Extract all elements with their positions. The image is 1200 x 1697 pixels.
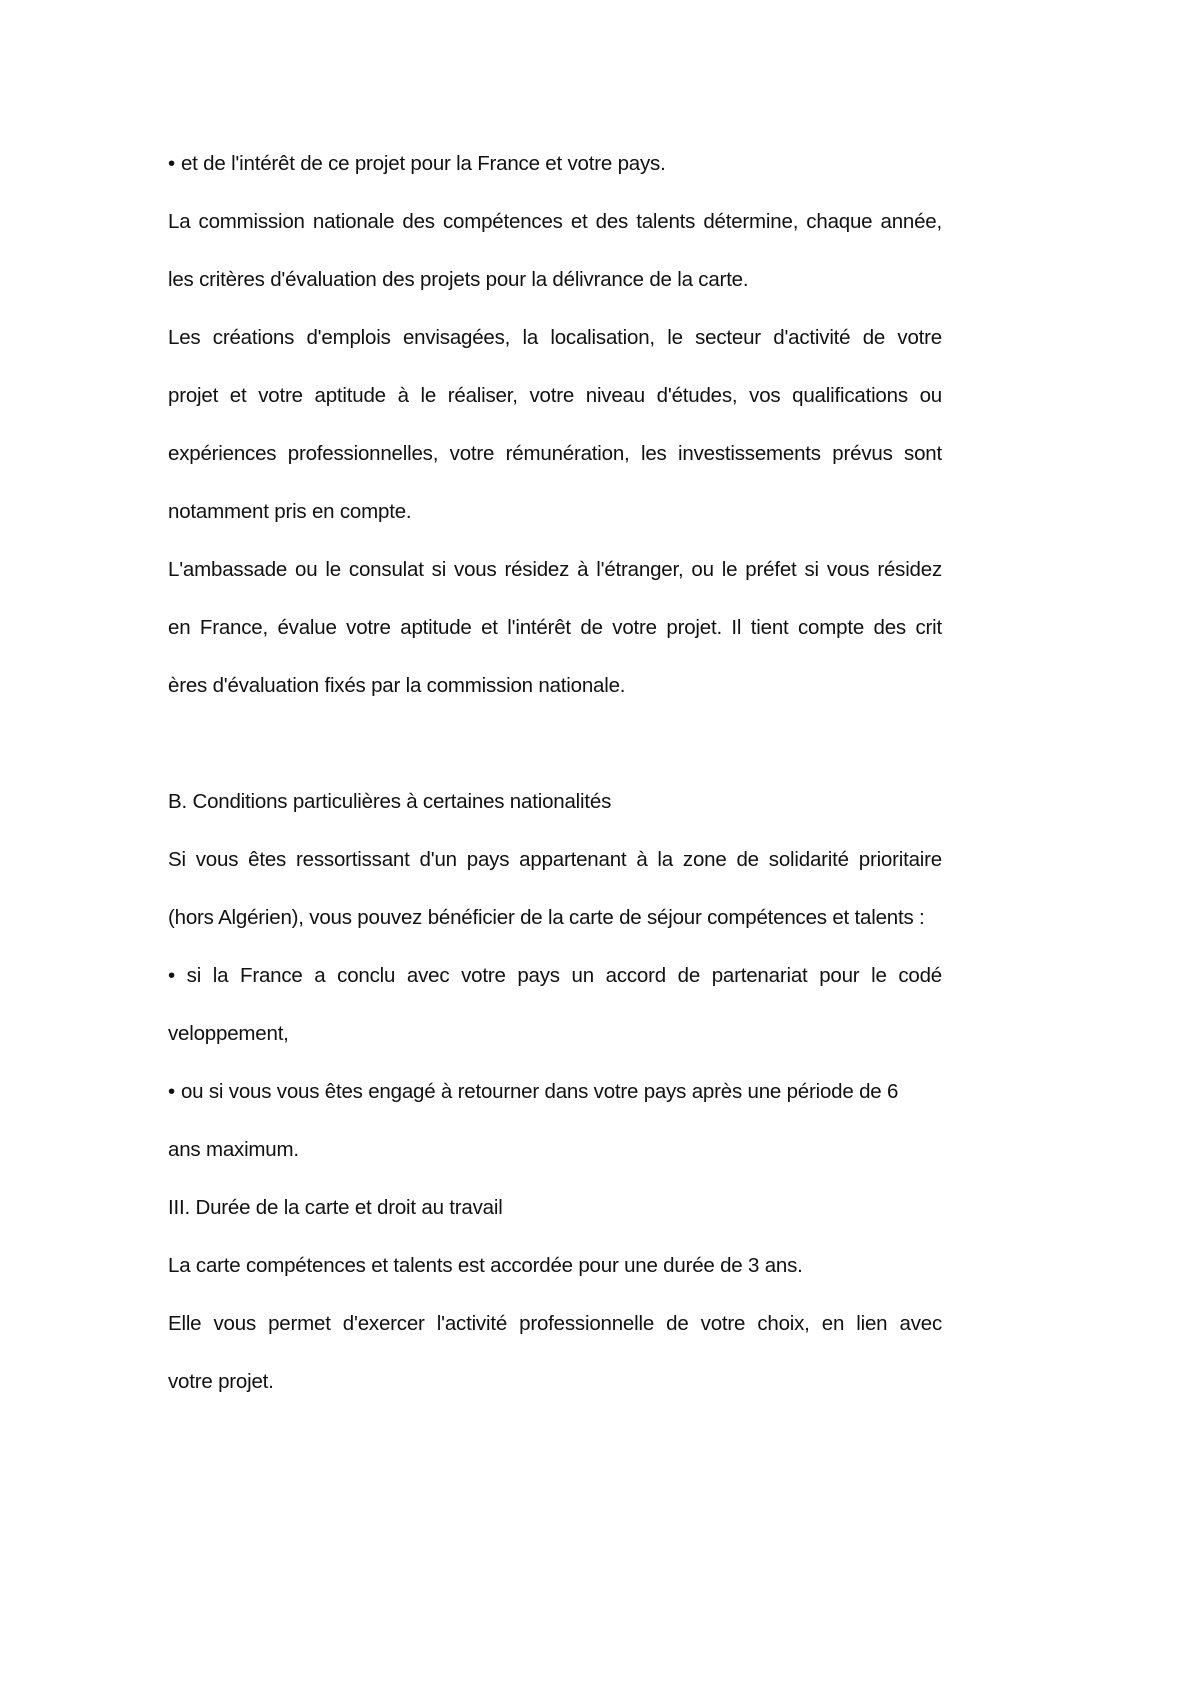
section-heading: B. Conditions particulières à certaines nationalités bbox=[168, 790, 612, 813]
paragraph-line: Elle vous permet d'exercer l'activité professionnelle de votre choix, en lien avec bbox=[168, 1312, 942, 1335]
paragraph-line: veloppement, bbox=[168, 1022, 289, 1045]
paragraph-text: si la France a conclu avec votre pays un accord de partenariat pour le codé bbox=[186, 964, 942, 987]
paragraph-line: projet et votre aptitude à le réaliser, votre niveau d'études, vos qualifications ou bbox=[168, 384, 942, 407]
paragraph-line: La carte compétences et talents est accordée pour une durée de 3 ans. bbox=[168, 1254, 803, 1277]
paragraph-line: (hors Algérien), vous pouvez bénéficier de la carte de séjour compétences et talents : bbox=[168, 906, 925, 929]
paragraph-line: votre projet. bbox=[168, 1370, 274, 1393]
section-heading: III. Durée de la carte et droit au travail bbox=[168, 1196, 503, 1219]
bullet-icon: • bbox=[168, 964, 175, 987]
paragraph-line: expériences professionnelles, votre rémunération, les investissements prévus sont bbox=[168, 442, 942, 465]
paragraph-line: les critères d'évaluation des projets pour la délivrance de la carte. bbox=[168, 268, 749, 291]
bullet-line bbox=[168, 962, 942, 990]
bullet-line bbox=[168, 1078, 942, 1106]
bullet-line bbox=[168, 150, 942, 178]
paragraph-text: et de l'intérêt de ce projet pour la France et votre pays. bbox=[180, 152, 666, 175]
paragraph-line: en France, évalue votre aptitude et l'intérêt de votre projet. Il tient compte des crit bbox=[168, 616, 942, 639]
paragraph-line: ans maximum. bbox=[168, 1138, 299, 1161]
paragraph-line: La commission nationale des compétences et des talents détermine, chaque année, bbox=[168, 210, 942, 233]
paragraph-line: Si vous êtes ressortissant d'un pays appartenant à la zone de solidarité prioritaire bbox=[168, 848, 942, 871]
paragraph-line: notamment pris en compte. bbox=[168, 500, 412, 523]
bullet-icon: • bbox=[168, 1080, 175, 1103]
paragraph-line: Les créations d'emplois envisagées, la localisation, le secteur d'activité de votre bbox=[168, 326, 942, 349]
paragraph-text: ou si vous vous êtes engagé à retourner dans votre pays après une période de 6 bbox=[180, 1080, 899, 1103]
bullet-icon: • bbox=[168, 152, 175, 175]
paragraph-line: L'ambassade ou le consulat si vous résidez à l'étranger, ou le préfet si vous résidez bbox=[168, 558, 942, 581]
paragraph-line: ères d'évaluation fixés par la commission nationale. bbox=[168, 674, 626, 697]
